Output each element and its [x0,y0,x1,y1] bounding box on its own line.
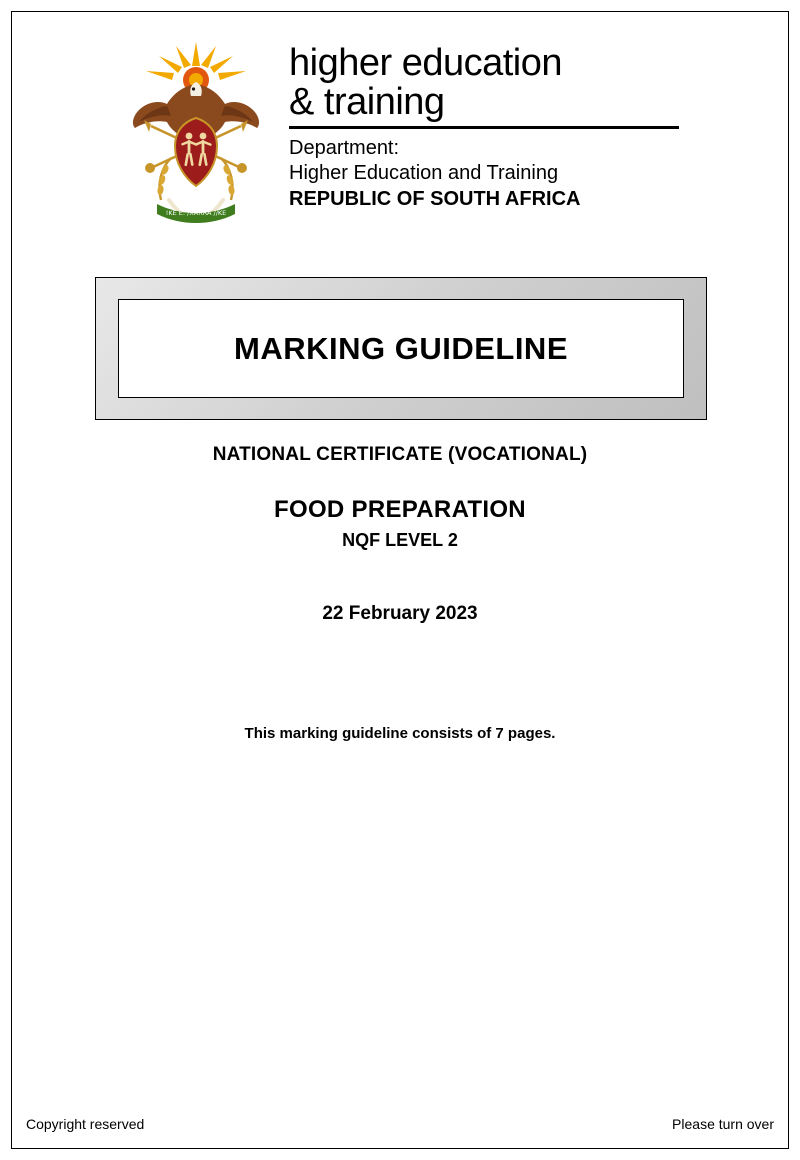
department-wordmark [289,40,679,212]
certificate-type: NATIONAL CERTIFICATE (VOCATIONAL) [212,444,588,465]
wordmark-divider [289,126,679,129]
coat-of-arms-icon [121,40,271,235]
country-name: REPUBLIC OF SOUTH AFRICA [289,188,581,210]
wordmark-line-2: & training [289,81,445,123]
exam-date: 22 February 2023 [322,603,478,624]
nqf-level: NQF LEVEL 2 [342,530,458,550]
title-plaque [95,277,707,420]
subject-block [12,444,788,742]
page-content [12,12,788,1148]
turn-over-note: Please turn over [672,1116,774,1132]
subject-name: FOOD PREPARATION [274,496,526,523]
department-label: Department: [289,137,400,159]
department-name: Higher Education and Training [289,162,559,184]
copyright-note: Copyright reserved [26,1116,145,1132]
document-header [12,40,788,235]
title-plaque-inner [118,299,684,398]
page-footer [26,1116,774,1132]
page-count-note: This marking guideline consists of 7 pages. [244,725,556,742]
wordmark-line-1: higher education [289,42,562,84]
page-title: MARKING GUIDELINE [234,330,568,366]
svg-text:!KE E: /XARRA //KE: !KE E: /XARRA //KE [165,209,227,217]
